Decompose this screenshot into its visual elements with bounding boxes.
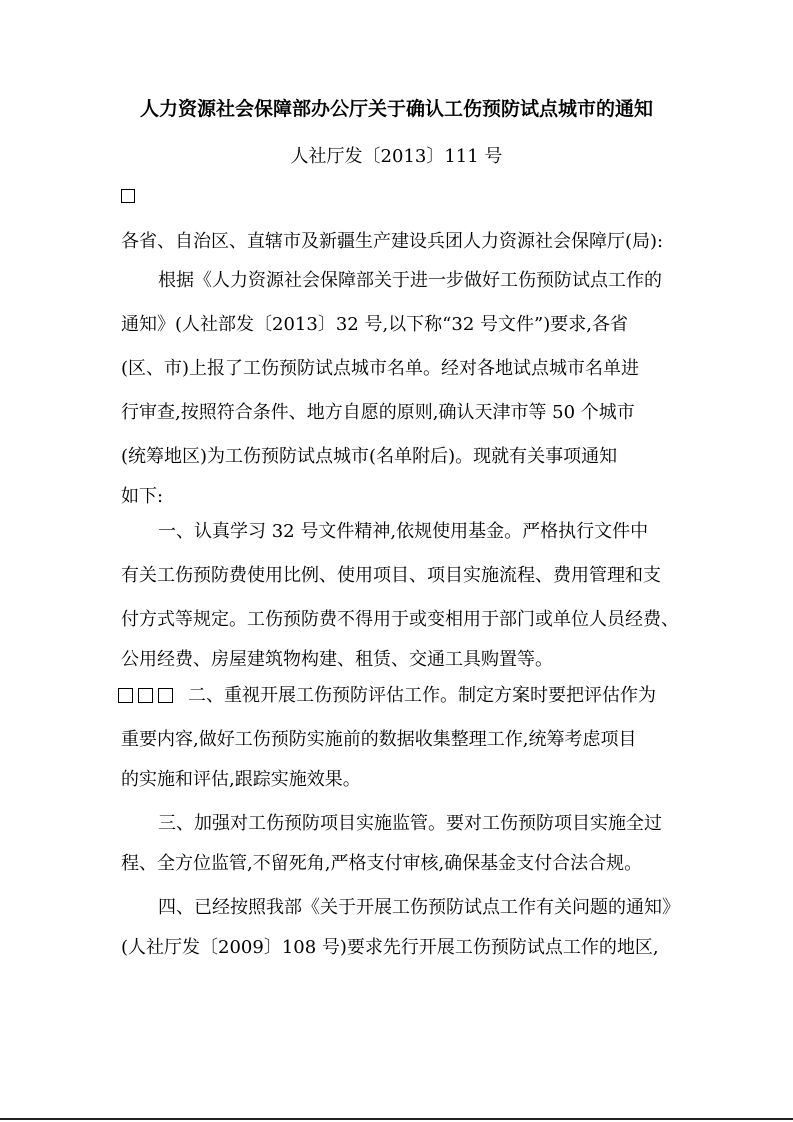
body-line: 通知》(人社部发〔2013〕32 号,以下称“32 号文件”)要求,各省 — [121, 314, 628, 335]
body-line: 公用经费、房屋建筑物构建、租赁、交通工具购置等。 — [121, 649, 553, 670]
body-line: 如下: — [121, 486, 164, 507]
body-line: 二、重视开展工伤预防评估工作。制定方案时要把评估作为 — [188, 685, 656, 706]
body-line: 四、已经按照我部《关于开展工伤预防试点工作有关问题的通知》 — [158, 897, 680, 918]
body-line: 行审查,按照符合条件、地方自愿的原则,确认天津市等 50 个城市 — [121, 402, 635, 423]
body-line: (统筹地区)为工伤预防试点城市(名单附后)。现就有关事项通知 — [121, 446, 618, 467]
document-number: 人社厅发〔2013〕111 号 — [290, 146, 503, 167]
body-line: 付方式等规定。工伤预防费不得用于或变相用于部门或单位人员经费、 — [121, 609, 679, 630]
body-line: 程、全方位监管,不留死角,严格支付审核,确保基金支付合法合规。 — [121, 853, 643, 874]
page-bottom-rule — [0, 1118, 793, 1120]
body-line: 有关工伤预防费使用比例、使用项目、项目实施流程、费用管理和支 — [121, 565, 661, 586]
body-line: 根据《人力资源社会保障部关于进一步做好工伤预防试点工作的 — [158, 270, 662, 291]
placeholder-boxes — [118, 688, 173, 703]
document-title: 人力资源社会保障部办公厅关于确认工伤预防试点城市的通知 — [139, 98, 653, 120]
placeholder-box-icon — [121, 189, 135, 203]
body-line: 一、认真学习 32 号文件精神,依规使用基金。严格执行文件中 — [158, 521, 649, 542]
body-line: (区、市)上报了工伤预防试点城市名单。经对各地试点城市名单进 — [121, 358, 640, 379]
placeholder-box-icon — [158, 688, 173, 703]
placeholder-box-icon — [138, 688, 153, 703]
body-line: 重要内容,做好工伤预防实施前的数据收集整理工作,统筹考虑项目 — [121, 729, 637, 750]
salutation-line: 各省、自治区、直辖市及新疆生产建设兵团人力资源社会保障厅(局): — [121, 231, 664, 252]
placeholder-box-icon — [118, 688, 133, 703]
body-line: (人社厅发〔2009〕108 号)要求先行开展工伤预防试点工作的地区, — [121, 937, 659, 958]
body-line: 的实施和评估,跟踪实施效果。 — [121, 769, 361, 790]
body-line: 三、加强对工伤预防项目实施监管。要对工伤预防项目实施全过 — [158, 813, 662, 834]
